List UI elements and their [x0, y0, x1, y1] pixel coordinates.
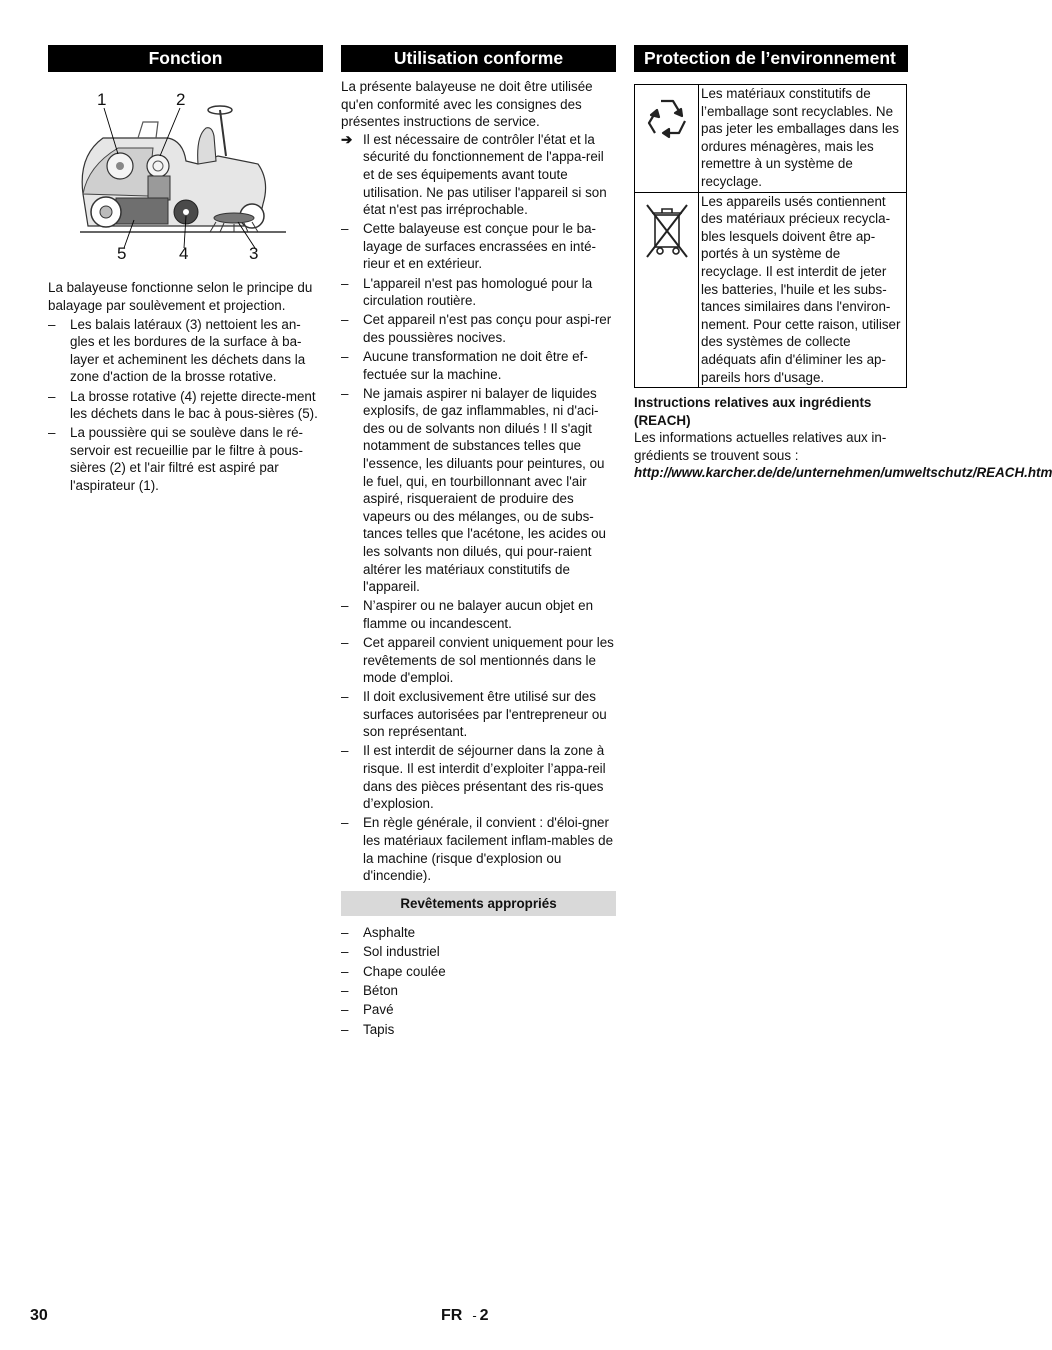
sweeper-diagram: [48, 86, 323, 266]
sweeper-illustration: [48, 86, 323, 266]
list-item: – Chape coulée: [341, 963, 616, 981]
page-number: 30: [30, 1307, 48, 1324]
list-item: – N’aspirer ou ne balayer aucun objet en flamme ou incandescent.: [341, 597, 616, 632]
recycle-symbol: [641, 93, 693, 145]
figure-label-1: 1: [97, 90, 107, 109]
figure-label-2: 2: [176, 90, 186, 109]
list-item: – La poussière qui se soulève dans le ré-servoir est recueillie par le filtre à pous-sières (2) et l'air filtré est aspiré par l'aspirateur (1).: [48, 424, 323, 494]
crossed-bin-text: Les appareils usés contiennent des matériaux précieux recycla-bles lesquels doivent être ap-portés à un système de recyclage. Il est interdit de jeter les batteries, l'huile et les subs-tances similaires dans l'environ-nement. Pour cette raison, utiliser des systèmes de collecte adéquats afin d'éliminer les ap-pareils hors d'usage.: [699, 192, 907, 388]
list-item: – Les balais latéraux (3) nettoient les an-gles et les bordures de la surface à ba-layer et acheminent les déchets dans la zone d'action de la brosse rotative.: [48, 316, 323, 386]
arrow-instruction: [341, 131, 616, 219]
section-title-utilisation: Utilisation conforme: [341, 45, 616, 72]
table-row: [635, 85, 907, 193]
section-title-fonction: Fonction: [48, 45, 323, 72]
utilisation-list: [341, 220, 616, 884]
recycle-icon: [635, 85, 699, 193]
list-item: – Cet appareil convient uniquement pour les revêtements de sol mentionnés dans le mode d'emploi.: [341, 634, 616, 687]
list-item: – Il est interdit de séjourner dans la zone à risque. Il est interdit d’exploiter l’appa-reil dans des pièces présentant des ris-ques d’explosion.: [341, 742, 616, 812]
footer-section-page: 2: [479, 1307, 489, 1324]
footer-language: FR: [441, 1307, 463, 1324]
footer-separator: -: [472, 1308, 477, 1323]
crossed-bin-symbol: [643, 201, 691, 261]
list-item: – Cet appareil n'est pas conçu pour aspi-rer des poussières nocives.: [341, 311, 616, 346]
footer-language-block: [441, 1307, 489, 1325]
list-item: – Tapis: [341, 1021, 616, 1039]
column-environnement: [634, 45, 1052, 482]
list-item: – Pavé: [341, 1001, 616, 1019]
list-item: – Asphalte: [341, 924, 616, 942]
list-item: – Cette balayeuse est conçue pour le ba-layage de surfaces encrassées en inté-rieur et en extérieur.: [341, 220, 616, 273]
environment-table: [634, 84, 907, 388]
fonction-intro: La balayeuse fonctionne selon le principe du balayage par soulèvement et projection.: [48, 280, 313, 313]
utilisation-intro: La présente balayeuse ne doit être utilisée qu'en conformité avec les consignes des présentes instructions de service.: [341, 79, 593, 130]
figure-label-5: 5: [117, 244, 127, 263]
subsection-title-revetements: Revêtements appropriés: [341, 891, 616, 916]
section-title-environnement: Protection de l’environnement: [634, 45, 908, 72]
figure-label-3: 3: [249, 244, 259, 263]
surfaces-list: [341, 924, 616, 1039]
arrow-instruction-text: Il est nécessaire de contrôler l'état et la sécurité du fonctionnement de l'appa-reil et de ses équipements avant toute utilisation. Ne pas utiliser l'appareil si son état n'est pas irréprochable.: [363, 131, 607, 218]
list-item: – Aucune transformation ne doit être ef-fectuée sur la machine.: [341, 348, 616, 383]
fonction-list: [48, 316, 323, 495]
recycle-text: Les matériaux constitutifs de l’emballage sont recyclables. Ne pas jeter les emballages dans les ordures ménagères, mais les remettre à un système de recyclage.: [699, 85, 907, 193]
reach-heading: Instructions relatives aux ingrédients (REACH): [634, 395, 872, 428]
list-item: – Sol industriel: [341, 943, 616, 961]
reach-link[interactable]: http://www.karcher.de/de/unternehmen/umweltschutz/REACH.htm: [634, 465, 1052, 481]
list-item: – L'appareil n'est pas homologué pour la circulation routière.: [341, 275, 616, 310]
list-item: – Béton: [341, 982, 616, 1000]
list-item: – La brosse rotative (4) rejette directe-ment les déchets dans le bac à pous-sières (5).: [48, 388, 323, 423]
column-utilisation: [341, 45, 616, 1038]
crossed-bin-icon: [635, 192, 699, 388]
column-fonction: [48, 45, 323, 495]
list-item: – Ne jamais aspirer ni balayer de liquides explosifs, de gaz inflammables, ni d'aci-des ou de solvants non dilués ! Il s'agit notamment de substances telles que l'essence, les diluants pour peintures, ou le fuel, qui, en tourbillonnant avec l'air aspiré, risqueraient de produire des vapeurs ou des mélanges, ou de subs-tances telles que l'acétone, les acides ou les solvants non dilués, qui pour-raient altérer les matériaux constitutifs de l'appareil.: [341, 385, 616, 596]
list-item: – Il doit exclusivement être utilisé sur des surfaces autorisées par l'entrepreneur ou son représentant.: [341, 688, 616, 741]
list-item: – En règle générale, il convient : d'éloi-gner les matériaux facilement inflam-mables de la machine (risque d'explosion ou d'incendie).: [341, 814, 616, 884]
reach-text: Les informations actuelles relatives aux in-grédients se trouvent sous :: [634, 430, 887, 463]
table-row: [635, 192, 907, 388]
figure-label-4: 4: [179, 244, 189, 263]
arrow-right-icon: ➔: [341, 131, 353, 147]
